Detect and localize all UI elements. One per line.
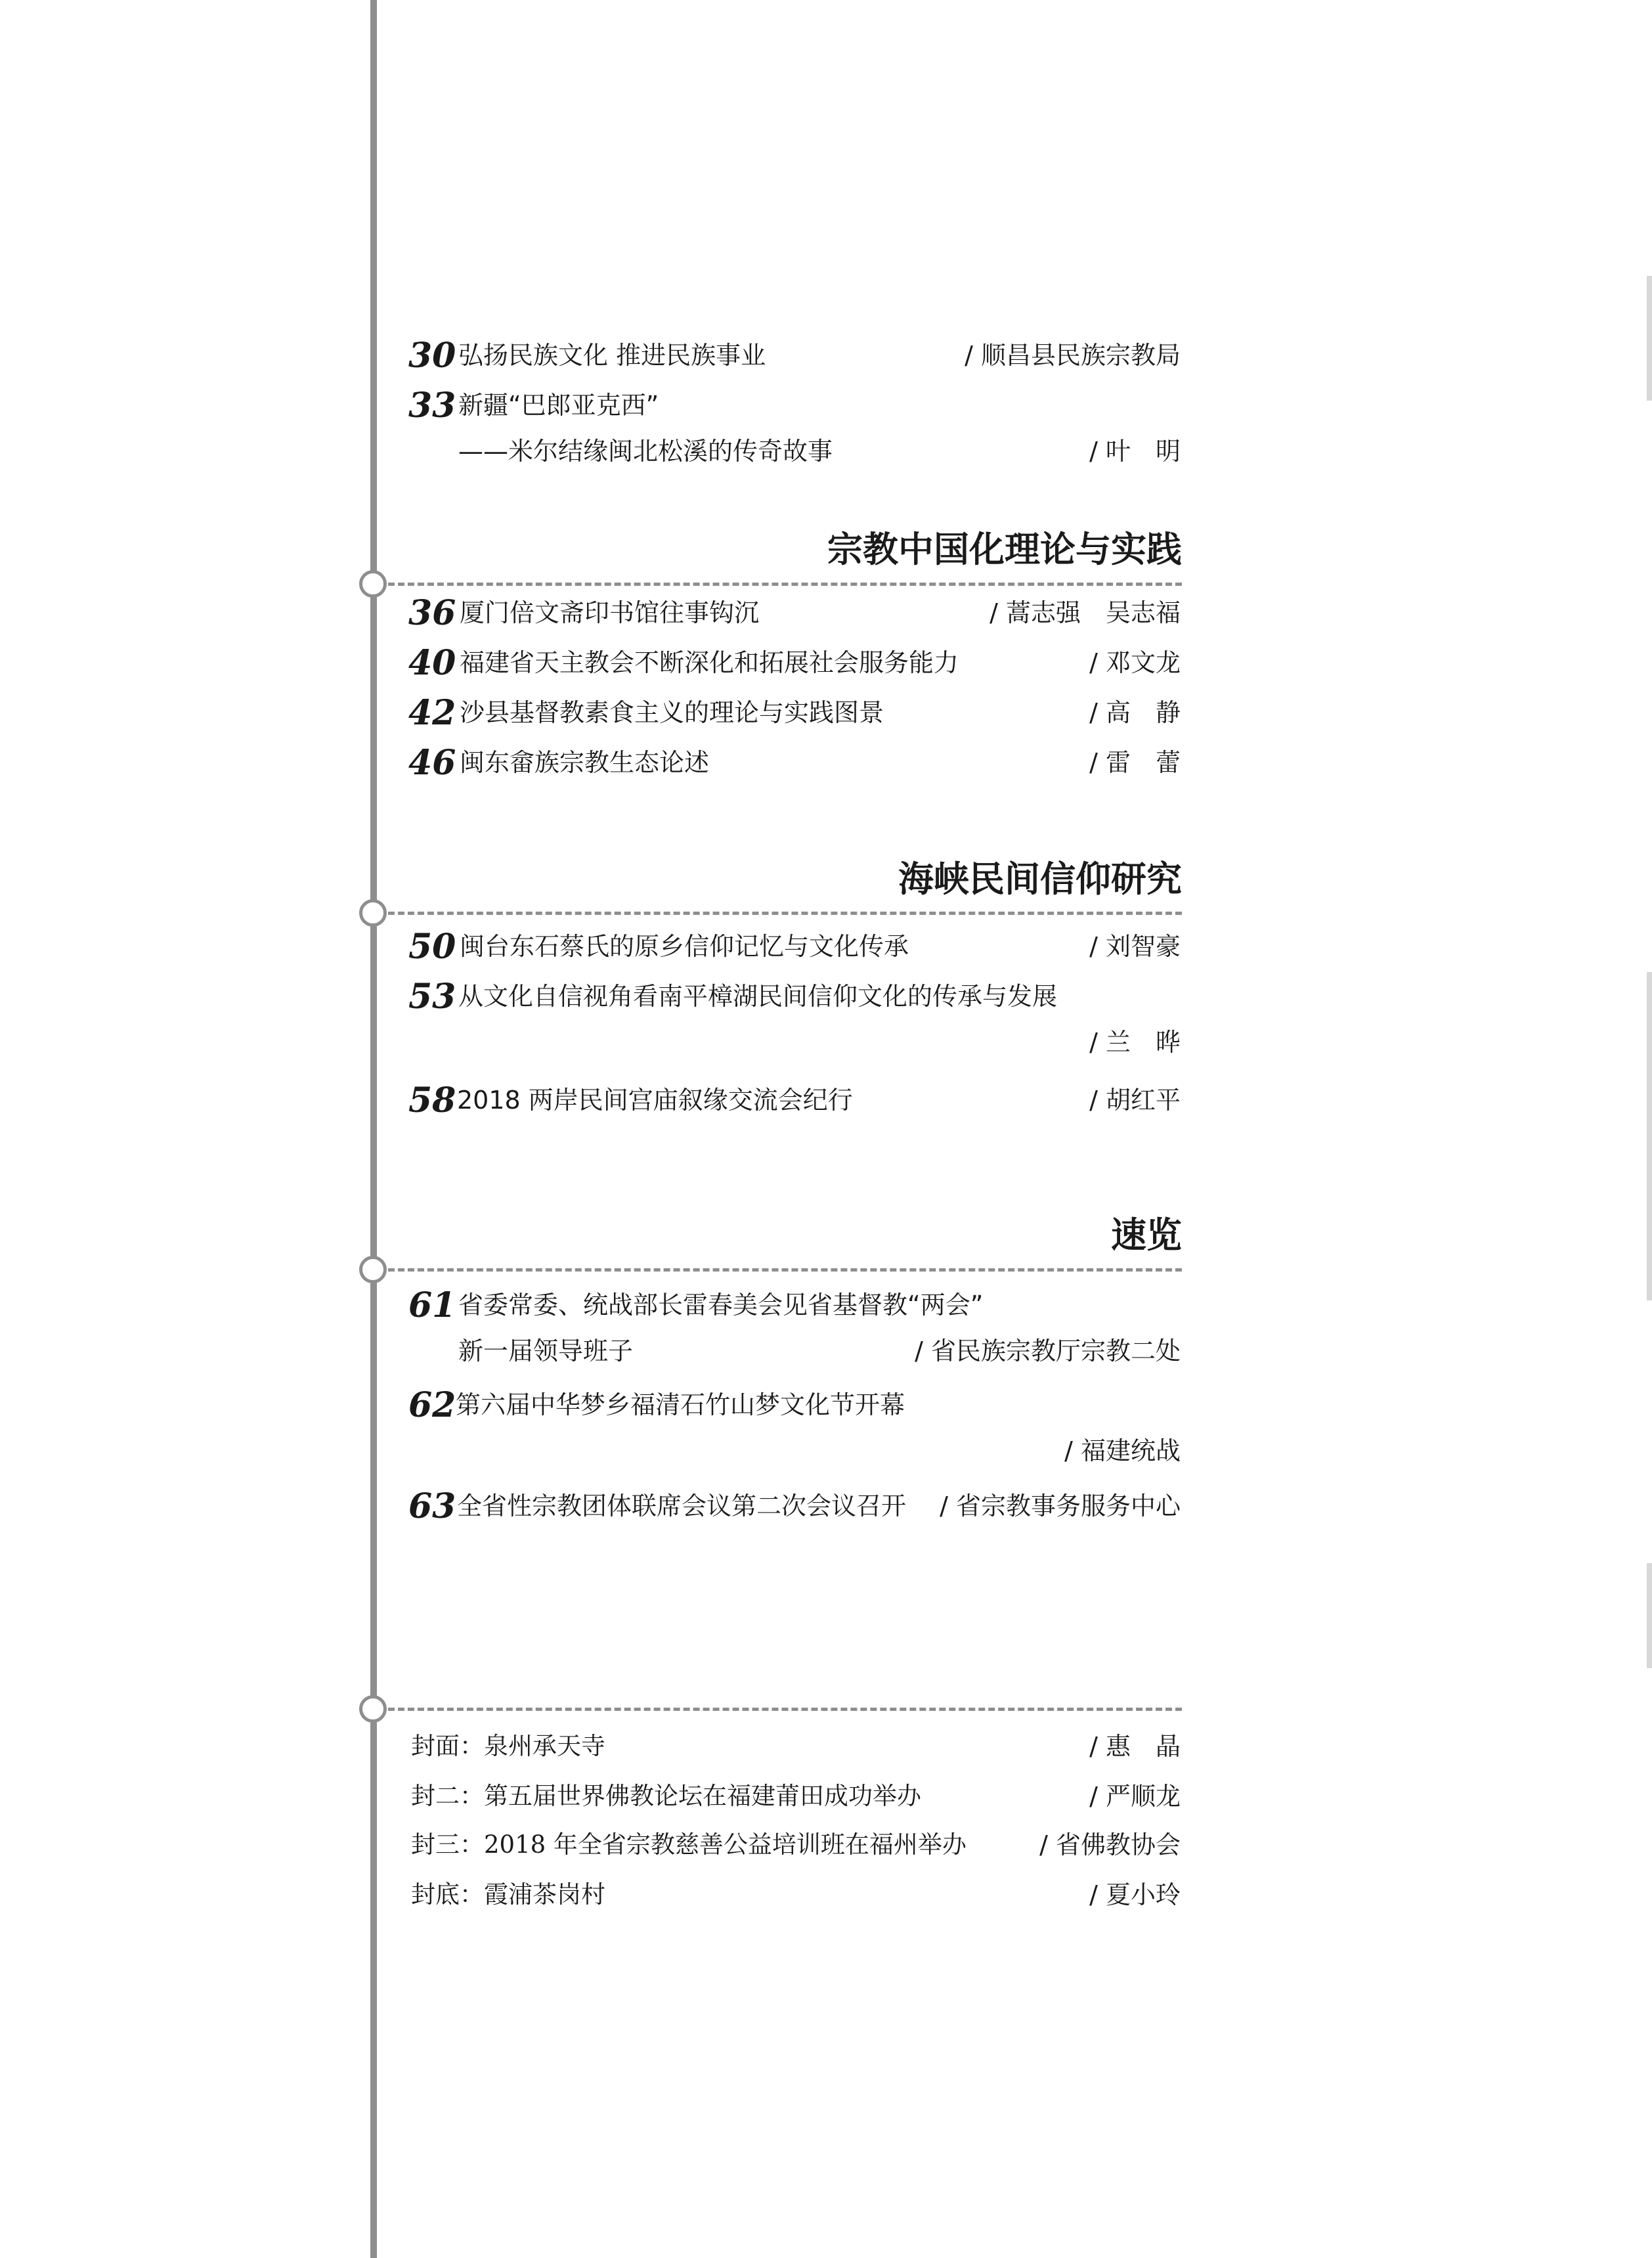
section-divider bbox=[378, 1708, 1182, 1711]
entry-title[interactable]: 从文化自信视角看南平樟湖民间信仰文化的传承与发展 bbox=[458, 982, 1058, 1011]
entry-number: 36 bbox=[408, 593, 456, 633]
cover-author: / 夏小玲 bbox=[1089, 1880, 1181, 1909]
entry-title[interactable]: 沙县基督教素食主义的理论与实践图景 bbox=[460, 698, 884, 727]
entry-title[interactable]: 2018 两岸民间宫庙叙缘交流会纪行 bbox=[457, 1086, 853, 1115]
entry-author: / 高 静 bbox=[1089, 698, 1181, 727]
entry-subtitle[interactable]: 新一届领导班子 bbox=[458, 1337, 634, 1365]
entry-number: 46 bbox=[408, 743, 456, 783]
entry-author: / 福建统战 bbox=[1064, 1436, 1181, 1465]
entry-title[interactable]: 闽台东石蔡氏的原乡信仰记忆与文化传承 bbox=[460, 932, 909, 961]
entry-author: / 省宗教事务服务中心 bbox=[940, 1492, 1181, 1520]
section-divider bbox=[378, 583, 1182, 586]
entry-title[interactable]: 新疆“巴郎亚克西” bbox=[458, 391, 659, 420]
entry-number: 58 bbox=[408, 1080, 456, 1120]
timeline-node bbox=[359, 1256, 387, 1283]
cover-author: / 省佛教协会 bbox=[1039, 1830, 1181, 1859]
entry-number: 61 bbox=[408, 1285, 456, 1325]
entry-author: / 邓文龙 bbox=[1089, 648, 1181, 677]
entry-title[interactable]: 闽东畲族宗教生态论述 bbox=[460, 748, 710, 777]
entry-number: 30 bbox=[408, 336, 456, 376]
entry-number: 62 bbox=[408, 1385, 456, 1425]
entry-number: 50 bbox=[408, 927, 456, 967]
entry-subtitle[interactable]: ——米尔结缘闽北松溪的传奇故事 bbox=[458, 437, 833, 466]
entry-number: 33 bbox=[408, 386, 456, 426]
timeline-node bbox=[359, 899, 387, 927]
section-divider bbox=[378, 912, 1182, 915]
section-title: 宗教中国化理论与实践 bbox=[827, 528, 1182, 570]
timeline-node bbox=[359, 1695, 387, 1723]
right-edge-marks bbox=[1647, 0, 1652, 2258]
section-divider bbox=[378, 1268, 1182, 1272]
section-title: 速览 bbox=[1111, 1214, 1182, 1256]
entry-author: / 雷 蕾 bbox=[1089, 748, 1181, 777]
cover-author: / 惠 晶 bbox=[1089, 1732, 1181, 1761]
entry-title[interactable]: 全省性宗教团体联席会议第二次会议召开 bbox=[457, 1492, 907, 1520]
timeline-bar bbox=[370, 0, 377, 2258]
entry-author: / 兰 晔 bbox=[1089, 1028, 1181, 1057]
entry-title[interactable]: 省委常委、统战部长雷春美会见省基督教“两会” bbox=[458, 1291, 984, 1319]
entry-number: 42 bbox=[408, 693, 456, 733]
cover-label: 封二：第五届世界佛教论坛在福建莆田成功举办 bbox=[411, 1782, 921, 1810]
cover-label: 封底：霞浦茶岗村 bbox=[411, 1880, 605, 1909]
entry-number: 40 bbox=[408, 643, 456, 683]
entry-author: / 胡红平 bbox=[1089, 1086, 1181, 1115]
entry-title[interactable]: 福建省天主教会不断深化和拓展社会服务能力 bbox=[460, 648, 959, 677]
cover-author: / 严顺龙 bbox=[1089, 1782, 1181, 1811]
section-title: 海峡民间信仰研究 bbox=[898, 858, 1182, 900]
entry-author: / 刘智豪 bbox=[1089, 932, 1181, 961]
entry-number: 53 bbox=[408, 977, 456, 1017]
cover-label: 封三：2018 年全省宗教慈善公益培训班在福州举办 bbox=[411, 1830, 967, 1859]
entry-author: / 蒿志强 吴志福 bbox=[989, 598, 1181, 627]
entry-title[interactable]: 第六届中华梦乡福清石竹山梦文化节开幕 bbox=[456, 1390, 905, 1419]
entry-author: / 顺昌县民族宗教局 bbox=[965, 341, 1181, 370]
entry-title[interactable]: 厦门倍文斋印书馆往事钩沉 bbox=[460, 598, 760, 627]
entry-author: / 省民族宗教厅宗教二处 bbox=[915, 1337, 1181, 1365]
entry-title[interactable]: 弘扬民族文化 推进民族事业 bbox=[458, 341, 766, 370]
cover-label: 封面：泉州承天寺 bbox=[411, 1732, 605, 1760]
entry-author: / 叶 明 bbox=[1089, 437, 1181, 466]
timeline-node bbox=[359, 570, 387, 598]
entry-number: 63 bbox=[408, 1486, 456, 1526]
